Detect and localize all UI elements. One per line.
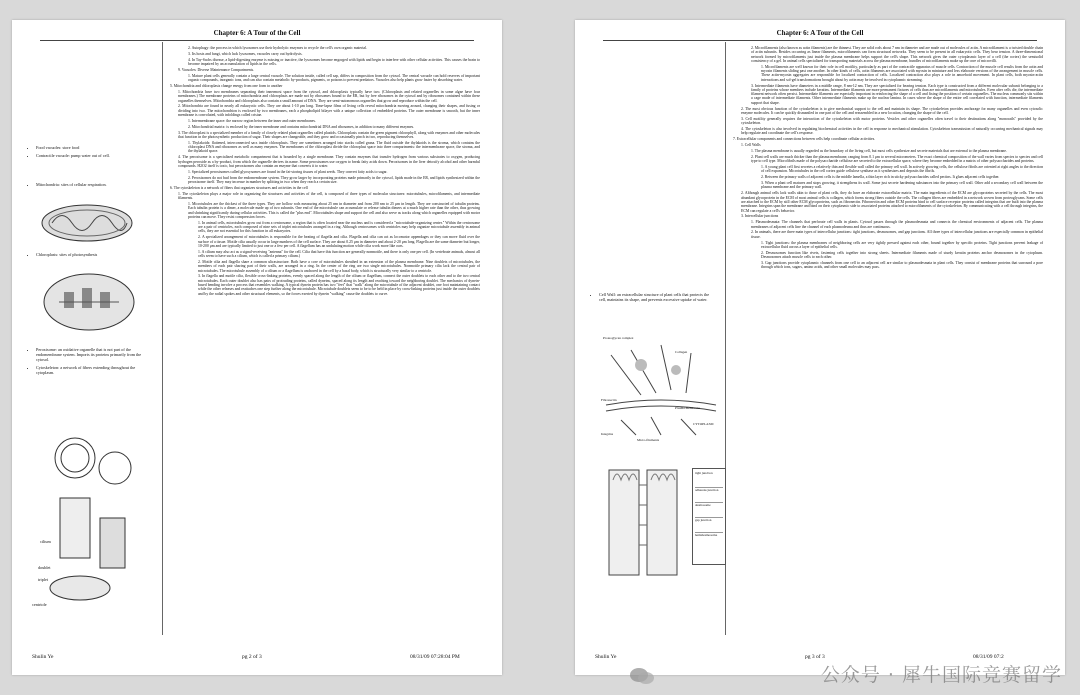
sidebar-note: • Peroxisome: an oxidative organelle that is not part of the endomembrane system. Imports its proteins primarily from the cytosol. (36, 347, 154, 362)
body-paragraph: 1. Plasmodesmata: The channels that perforate cell walls in plants. Cytosol passes through the plasmodesmata and connects the chemical environments of adjacent cells. The plasma membranes of adjacent cells line the channel of each plasmodesma and thus are continuous. (751, 220, 1043, 229)
legend-tight: tight junction (695, 471, 723, 488)
chapter-title: Chapter 6: A Tour of the Cell (776, 29, 864, 37)
body-paragraph: 2. Peroxisomes do not bud from the endomembrane system. They grow larger by incorporating proteins made primarily in the cytosol, lipids made in the ER, and lipids synthesized within the peroxisome itself. They may increase in number by splitting in two when they reach a certain size. (188, 175, 480, 185)
sidebar-note: • Chloroplasts: sites of photosynthesis (36, 252, 154, 257)
extracellular-matrix-figure (601, 335, 719, 445)
body-paragraph: 1. Microfilaments are well known for their role in cell motility, particularly as part of the contractile apparatus of muscle cells. Contraction of the muscle cell results from the actin and myosin filaments sliding past one another. In other kinds of cells, actin filaments are associated with myosin in miniature and less elaborate versions of the arrangement in muscle cells. These actin-myosin aggregates are responsible for localized contraction of cells. Localized contraction also plays a role in amoeboid movement. In plant cells, both myosin-actin interactions and sol-gel transformations brought about by actin may be involved in cytoplasmic streaming. (761, 64, 1043, 82)
body-paragraph: 3. Intercellular junctions (741, 214, 779, 219)
sidebar-note: • Cytoskeleton: a network of fibers extending throughout the cytoplasm. (36, 365, 154, 375)
sidebar-note: • Mitochondria: sites of cellular respiration. (36, 182, 154, 187)
body-paragraph: 1. The cytoskeleton plays a major role in organizing the structures and activities of the cell, is composed of three types of molecular structures: microtubules, microfilaments, and intermediate filaments. (178, 191, 480, 201)
label-centriole: centriole (32, 602, 47, 607)
body-paragraph: 4. In Tay-Sachs disease, a lipid-digesting enzyme is missing or inactive, the lysosomes become engorged with lipids and begin to interfere with other cellular activities. This causes the brain to become impaired by an accumulation of lipids in the cells. (188, 57, 480, 67)
header-rule (603, 40, 1037, 41)
body-paragraph: 1. Specialized peroxisomes called glyoxysomes are found in the fat-storing tissues of plant seeds. They convert fatty acids to sugar. (188, 169, 388, 174)
label-microfilaments: Micro-filaments (637, 438, 660, 442)
left-sidebar-notes-4 (26, 347, 154, 378)
body-paragraph: 2. Between the primary walls of adjacent cells is the middle lamella, a thin layer rich in sticky polysaccharides called pectins. It glues adjacent cells together. (761, 175, 1000, 180)
left-sidebar-notes-3 (26, 252, 154, 260)
body-paragraph: 1. Thylakoids: flattened, interconnected sacs inside chloroplasts. They are sometimes arranged into stacks called grana. The fluid outside the thylakoids is the stroma, which contains the chloroplast DNA and ribosomes as well as many enzymes. The membranes of the chloroplast divide the chloroplast space into three compartments: the intermembrane space, the stroma, and the thylakoid space. (188, 140, 480, 154)
footer-author: Shulin Ye (32, 654, 54, 660)
body-paragraph: 5. Mitochondria and chloroplasts change energy from one form to another (170, 84, 283, 89)
sidebar-note: • Cell Wall: an extracellular structure of plant cells that protects the cell, maintains its shape, and prevents excessive uptake of water. (599, 292, 717, 302)
body-paragraph: 3. When a plant cell matures and stops growing, it strengthens its wall. Some just secrete hardening substances into the primary cell wall. Other add a secondary cell wall between the plasma membrane and the primary wall. (761, 181, 1043, 190)
body-paragraph: 4. The cytoskeleton is also involved in regulating biochemical activities in the cell in response to mechanical stimulation. Cytoskeleton transmission of naturally occurring mechanical signals may help regulate and coordinate the cell's response. (741, 127, 1043, 136)
body-paragraph: 1. Cell Walls (741, 143, 761, 148)
body-paragraph: 3. Gap junctions provide cytoplasmic channels from one cell to an adjacent cell are similar to plasmodesmata in plant cells. They consist of membrane proteins that surround a pore through which ions, sugars, amino acids, and other small molecules may pass. (761, 261, 1043, 270)
body-paragraph: 1. Intermembrane space: the narrow region between the inner and outer membranes. (188, 118, 316, 123)
left-sidebar-notes-1 (26, 145, 154, 161)
body-paragraph: 2. In animals, there are three main types of intercellular junctions: tight junctions, desmosomes, and gap junctions. All three types of intercellular junctions are especially common in epithelial tissue. (751, 230, 1043, 239)
sidebar-note: • Contractile vacuole: pump water out of cell. (36, 153, 154, 158)
body-paragraph: 7. Extracellular components and connections between cells help coordinate cellular activities. (733, 137, 876, 142)
body-paragraph: 1. A cilium may also act as a signal-receiving "antenna" for the cell. Cilia that have this function are generally nonmotile, and there is only one per cell. (In vertebrate animals, almost all cells seem to have such a cilium, which is called a primary cilium.) (198, 249, 480, 259)
footer-date: 08/31/09 07:28:04 PM (410, 654, 460, 660)
body-paragraph: 1. The plasma membrane is usually regarded as the boundary of the living cell, but most cells synthesize and secrete materials that are external to the plasma membrane. (751, 148, 1007, 153)
body-paragraph: 2. Mitochondrial matrix: is enclosed by the inner membrane and contains mitochondrial DNA and ribosomes, in addition to many different enzymes. (188, 124, 415, 129)
margin-divider (162, 42, 163, 635)
label-collagen: Collagen (675, 350, 688, 354)
body-paragraph: 1. Tight junctions: the plasma membranes of neighboring cells are very tightly pressed against each other, bound together by specific proteins. Tight junctions prevent leakage of extracellular fluid across a layer of epithelial cells. (761, 240, 1043, 249)
label-integrins: Integrins (601, 432, 614, 436)
footer-author: Shulin Ye (595, 654, 617, 660)
body-paragraph: 1. In animal cells, microtubules grow out from a centrosome, a region that is often located near the nucleus and is considered a "microtubule-organizing center." Within the centrosome are a pair of centrioles, each composed of nine sets of triplet microtubules arranged in a ring. Although centrosomes with centrioles may help organize microtubule assembly in animal cells, they are not essential for this function in all eukaryotes. (198, 220, 480, 234)
body-paragraph: 2. A specialized arrangement of microtubules is responsible for the beating of flagella and cilia. Flagella and cilia can act as locomotor appendages or they can move fluid over the surface of a tissue. Motile cilia usually occur in large numbers of the cell surface. They are about 0.25 μm in diameter and about 2-20 μm long. Flagella are the same diameter but longer, 10-200 μm and are typically limited to just one or a few per cell. A flagellum has an undulating motion while cilia work more like oars. (198, 235, 480, 248)
body-paragraph: 6. The cytoskeleton is a network of fibers that organizes structures and activities in the cell (170, 185, 308, 190)
header-rule (40, 40, 474, 41)
label-ecm-top: Proteoglycan complex (603, 336, 634, 340)
body-paragraph: 3. Cell motility generally requires the interaction of the cytoskeleton with motor proteins. Vesicles and other organelles often travel to their destinations along "monorails" provided by the cytoskeleton. (741, 116, 1043, 126)
label-membrane: Plasma membrane (675, 406, 700, 410)
mitochondrion-figure (32, 198, 142, 248)
body-paragraph: 3. In flagella and motile cilia, flexible cross-linking proteins, evenly spaced along the length of the cilium or flagellum, connect the outer doublets to each other and to the two central microtubules. Each outer doublet also has pairs of protruding proteins, called dyneins, spaced along its length and reaching toward the neighboring doublet. The mechanics of dynein-based bending involve a process that resembles walking. A typical dynein protein has two "feet" that "walk" along the microtubule of the adjacent doublet, one foot maintaining contact while the other releases and reattaches one step further along the microtubule. Microtubule doublets seem to be to be held in place by cross-linking proteins just inside the outer doublets and by the radial spokes and other structural elements, so the forces exerted by dynein "walking" cause the doublets to curve. (198, 274, 480, 296)
body-paragraph: 2. Desmosomes function like rivets, fastening cells together into strong sheets. Intermediate filaments made of sturdy keratin proteins anchor desmosomes in the cytoplasm. Desmosomes attach muscle cells to each other. (761, 250, 1043, 260)
body-paragraph: 1. Microtubules are the thickest of the three types. They are hollow rods measuring about 25 nm in diameter and from 200 nm to 25 μm in length. They are constructed of tubulin proteins. Each tubulin protein is a dimer, a molecule made up of two subunits. One end of the microtubule can accumulate or release tubulin dimers at a much higher rate than the other, thus growing and shrinking significantly during cellular activities. This is called the "plus end". Microtubules shape and support the cell and also serve as tracks along which organelles equipped with motor proteins can move. They resist compression forces. (188, 202, 480, 219)
legend-hemidesmosome: hemidesmosome (695, 533, 718, 537)
legend-desmosome: desmosome (695, 503, 723, 518)
body-paragraph: 2. Although animal cells lack walls akin to those of plant cells, they do have an elaborate extracellular matrix. The main ingredients of the ECM are glycoproteins secreted by the cells. The most abundant glycoprotein in the ECM of most animal cells is collagen, which forms strong fibers outside the cells. The collagen fibers are embedded in a network woven from proteoglycans. Some cells are attached to the ECM by still other ECM glycoproteins, such as fibronectin. Fibronectin and other ECM proteins bind to cell surface receptor proteins called integrins that are built into the plasma membrane. Integrins span the membrane and bind on their cytoplasmic side to associated proteins attached to microfilaments of the cytoskeleton. By communicating with a cell through integrins, the ECM can regulate a cell's behavior. (741, 191, 1043, 213)
right-body-text (733, 46, 1043, 626)
chloroplast-figure (34, 262, 139, 340)
body-paragraph: 1. A young plant cell first secretes a relatively thin and flexible wall called the primary cell wall. In actively growing cells, the cellulose fibrils are oriented at right angles to the direction of cell expansion. Microtubules in the cell cortex guide cellulose synthase as it synthesizes and deposits the fibrils. (761, 165, 1043, 174)
left-page (12, 20, 502, 675)
body-paragraph: 2. Microfilaments (also known as actin filaments) are the thinnest. They are solid rods about 7 nm in diameter and are made out of molecules of actin. A microfilament is a twisted double chain of actin subunits. Besides occurring as linear filaments, microfilaments can form structural networks. They seem to be present in all eukaryotic cells. They bear tension. A three-dimensional network formed by microfilaments just inside the plasma membrane helps support the cell's shape. This network gives the outer cytoplasmic layer of a cell (the cortex) the semisolid consistency of a gel. In animal cells specialized for transporting materials across the plasma membrane, bundles of microfilaments make up the core of microvilli. (751, 46, 1043, 63)
body-paragraph: 2. Autophagy: the process in which lysosomes use their hydrolytic enzymes to recycle the cell's own organic material. (188, 46, 368, 50)
left-body-text (170, 46, 480, 626)
label-doublet: doublet (38, 565, 51, 570)
left-sidebar-notes-2 (26, 182, 154, 190)
body-paragraph: 3. Intermediate filaments have diameters in a middle range, 8 nm-12 nm. They are specialized for bearing tension. Each type is constructed from a different molecular subunit belonging to a family of proteins whose members include keratins. Intermediate filaments are more permanent fixtures of cells than are microfilaments and microtubules. Even after cells die, the intermediate filament network often persist. Intermediate filaments are especially important in reinforcing the shape of a cell and fixing the position of certain organelles. The nucleus commonly sits within a cage made of intermediate filaments. Other intermediate filaments make up the nuclear lamina. In cases where the shape of the entire cell correlated with function, intermediate filaments support that shape. (751, 83, 1043, 105)
sidebar-note: • Food vacuoles: store food (36, 145, 154, 150)
body-paragraph: 2. Plant cell walls are much thicker than the plasma membrane, ranging from 0.1 μm to several micrometers. The exact chemical composition of the wall varies from species to species and cell type to cell type. Microfibrils made of the polysaccharide cellulose are secreted to the extracellular space, where they become embedded in a matrix of other polysaccharides and proteins. (751, 154, 1043, 164)
junction-legend (692, 468, 726, 565)
label-cytoplasm: CYTOPLASM (693, 422, 714, 426)
label-triplet: triplet (38, 577, 49, 582)
body-paragraph: 2. The most obvious function of the cytoskeleton is to give mechanical support to the cell and maintain its shape. The cytoskeleton provides anchorage for many organelles and even cytosolic enzyme molecules. It can be quickly dismantled in one part of the cell and reassembled in a new location, changing the shape of the cell. (741, 106, 1043, 115)
right-sidebar-notes (589, 292, 717, 305)
footer-page: pg 2 of 3 (242, 654, 262, 660)
watermark-text: 公众号 · 犀牛国际竞赛留学 (820, 664, 1062, 686)
body-paragraph: 3. Its hosts and fungi, which lack lysosomes, vacuoles carry out hydrolysis. (188, 51, 303, 56)
intercellular-junctions-figure (601, 460, 691, 585)
legend-gap: gap junction (695, 518, 723, 533)
body-paragraph: 2. Mitochondria are found in nearly all eukaryotic cells. They are about 1-10 μm long. Time-lapse films of living cells reveal mitochondria moving around, changing their shapes, and fusing or dividing into two. The mitochondrion is enclosed by two membranes, each a phospholipid bilayer with a unique collection of embedded proteins. The outer membrane is smooth, but the inner membrane is convoluted, with infoldings called cristae. (178, 104, 480, 118)
label-fibronectin: Fibronectin (601, 398, 617, 402)
body-paragraph: 1. Mature plant cells generally contain a large central vacuole. The solution inside, called cell sap, differs in composition from the cytosol. The central vacuole can hold reserves of important organic compounds, inorganic ions, and can also contain metabolic by-products, pigments, or poisons to prevent predators. Vacuoles also help plants grow faster by absorbing water. (188, 73, 480, 83)
body-paragraph: 2. Motile cilia and flagella share a common ultrastructure. Both have a core of microtubules sheathed in an extension of the plasma membrane. Nine doublets of microtubules, the members of each pair sharing part of their walls, are arranged in a ring. In the center of the ring are two single microtubules. Nonmotile primary cilia lack the central pair of microtubules. The microtubule assembly of a cilium or a flagellum is anchored in the cell by a basal body, which is structurally very similar to a centriole. (198, 259, 480, 273)
right-page (575, 20, 1065, 675)
body-paragraph: 4. The peroxisome is a specialized metabolic compartment that is bounded by a single membrane. They contain enzymes that transfer hydrogen from various substrates to oxygen, producing hydrogen peroxide as a by-product, from which the organelle derives its name. Some peroxisomes use oxygen to break fatty acids down. Peroxisomes in the liver detoxify alcohol and other harmful compounds. H2O2 itself is toxic, but peroxisomes also contain an enzyme that converts it to water. (178, 155, 480, 168)
label-cilium: cilium (40, 539, 51, 544)
footer-page: pg 3 of 3 (805, 654, 825, 660)
chapter-title: Chapter 6: A Tour of the Cell (213, 29, 301, 37)
body-paragraph: 1. Mitochondria have two membranes separating their innermost space from the cytosol, and chloroplasts typically have two. (Chloroplasts and related organelles in some algae have four membranes.) The membrane proteins of mitochondria and chloroplasts are made not by ribosomes bound to the ER, but by free ribosomes in the cytosol and by ribosomes contained within these organelles themselves. Mitochondria and chloroplasts also contain a small amount of DNA. They are semi-autonomous organelles that grow and reproduce within the cell. (178, 89, 480, 103)
body-paragraph: 9. Vacuoles: Diverse Maintenance Compartments. (178, 67, 255, 72)
legend-adherens: adherens junction (695, 488, 723, 503)
body-paragraph: 3. The chloroplast is a specialized member of a family of closely related plant organelles called plastids. Chloroplasts contain the green pigment chlorophyll, along with enzymes and other molecules that function in the photosynthetic production of sugar. Their shapes are changeable, and they grow and occasionally pinch in two, reproducing themselves. (178, 130, 480, 139)
footer-date: 08/31/09 07:2 (973, 654, 1004, 660)
wechat-icon (629, 667, 655, 685)
